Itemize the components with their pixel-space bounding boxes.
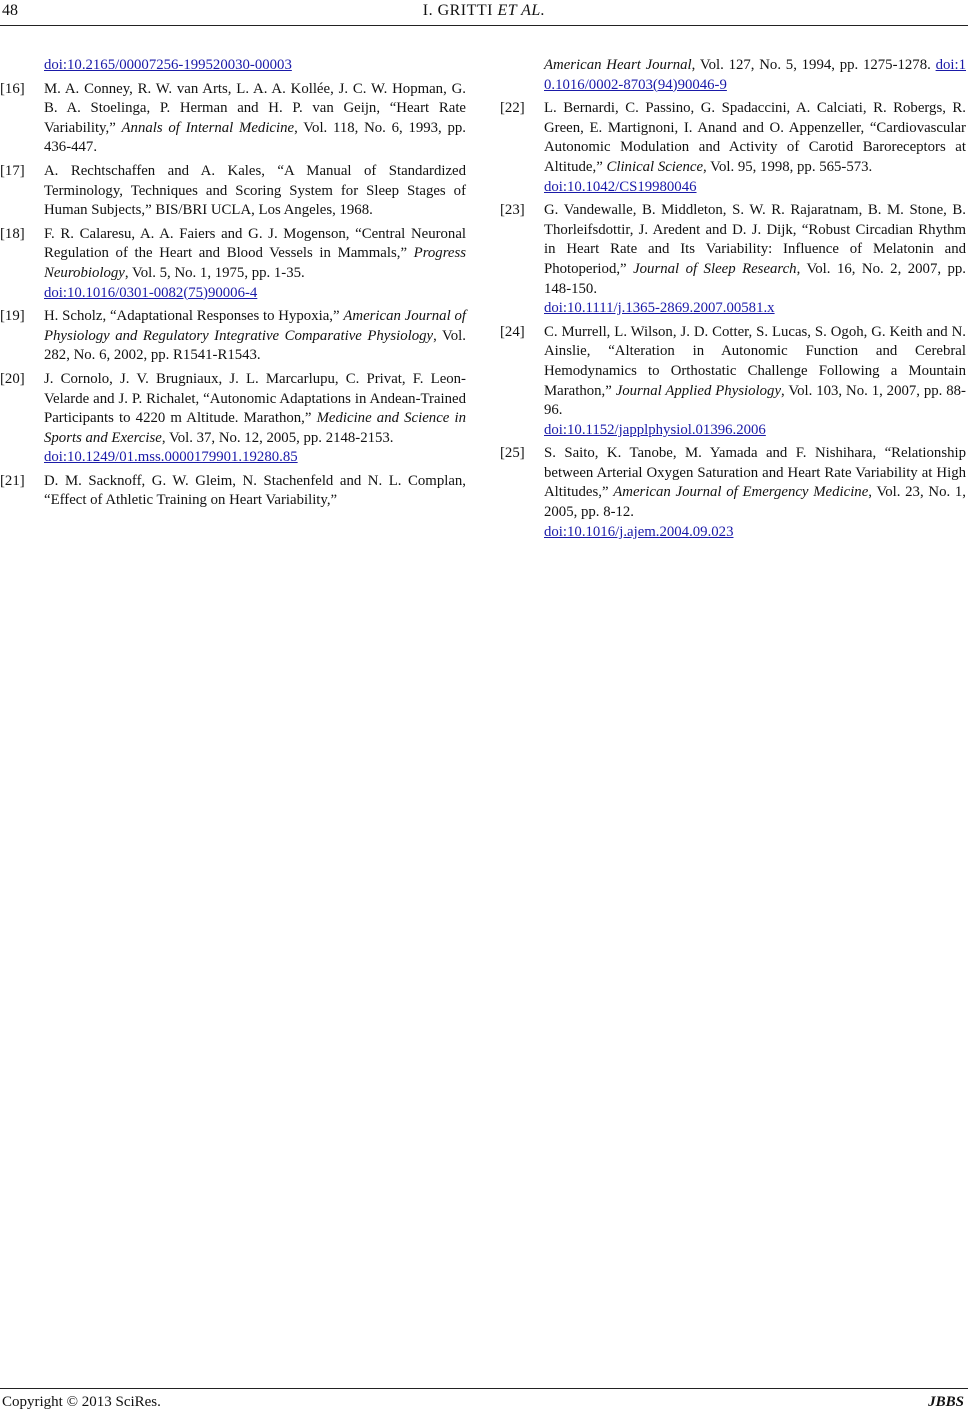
page-header xyxy=(0,0,968,26)
reference-journal: Clinical Science xyxy=(606,158,704,175)
reference-details: , Vol. 103, No. 1, 2007, pp. 88-96. xyxy=(544,382,966,419)
reference-item xyxy=(0,370,466,468)
header-rule xyxy=(0,25,968,26)
reference-number: [18] xyxy=(0,225,25,242)
reference-text: H. Scholz, “Adaptational Responses to Hypoxia,” xyxy=(44,308,344,325)
reference-number: [19] xyxy=(0,308,25,325)
reference-details: , Vol. 127, No. 5, 1994, pp. 1275-1278. xyxy=(691,57,936,73)
reference-details: , Vol. 37, No. 12, 2005, pp. 2148-2153. xyxy=(161,429,394,446)
reference-list-left xyxy=(0,80,466,511)
reference-item xyxy=(500,444,966,542)
reference-number: [23] xyxy=(500,202,525,219)
reference-journal: Annals of Internal Medicine xyxy=(121,119,295,136)
doi-link[interactable]: doi:10.1016/0002-8703(94)90046-9 xyxy=(544,57,966,93)
reference-item xyxy=(0,80,466,158)
reference-list-right xyxy=(500,99,966,542)
reference-details: , Vol. 118, No. 6, 1993, pp. 436-447. xyxy=(44,119,466,156)
reference-details: , Vol. 95, 1998, pp. 565-573. xyxy=(703,158,873,175)
reference-journal: Progress Neurobiology xyxy=(44,245,466,281)
reference-journal: Journal of Sleep Research xyxy=(633,260,797,277)
reference-journal: American Journal of Physiology and Regulatory Integrative Comparative Physiology xyxy=(44,308,466,344)
reference-journal: Journal Applied Physiology xyxy=(615,382,782,399)
reference-number: [22] xyxy=(500,100,525,117)
doi-link[interactable]: doi:10.1152/japplphysiol.01396.2006 xyxy=(544,421,766,438)
reference-text: A. Rechtschaffen and A. Kales, “A Manual of Standardized Terminology, Techniques and Scoring System for Sleep Stages of Human Subjects,” BIS/BRI UCLA, Los Angeles, 1968. xyxy=(44,162,466,219)
reference-number: [20] xyxy=(0,370,25,387)
reference-details: , Vol. 282, No. 6, 2002, pp. R1541-R1543. xyxy=(44,327,466,364)
reference-continuation xyxy=(500,56,966,95)
reference-journal: Medicine and Science in Sports and Exercise xyxy=(44,410,466,446)
doi-link[interactable]: doi:10.1111/j.1365-2869.2007.00581.x xyxy=(544,300,775,317)
reference-item xyxy=(0,472,466,511)
doi-link[interactable]: doi:10.1249/01.mss.0000179901.19280.85 xyxy=(44,449,298,466)
reference-item xyxy=(500,99,966,197)
reference-text: C. Murrell, L. Wilson, J. D. Cotter, S. Lucas, S. Ogoh, G. Keith and N. Ainslie, “Alteration in Autonomic Function and Cerebral Hemodynamics to Orthostatic Challenge Following a Mountain Marathon,” xyxy=(544,323,966,399)
doi-link[interactable]: doi:10.1016/0301-0082(75)90006-4 xyxy=(44,284,258,301)
reference-continuation xyxy=(0,56,466,76)
reference-text: M. A. Conney, R. W. van Arts, L. A. A. Kollée, J. C. W. Hopman, G. B. A. Stoelinga, P. Herman and H. P. van Geijn, “Heart Rate Variability,” xyxy=(44,80,466,136)
reference-number: [17] xyxy=(0,162,25,179)
running-head-et-al: ET AL. xyxy=(497,2,546,19)
reference-details: , Vol. 5, No. 1, 1975, pp. 1-35. xyxy=(124,264,305,281)
running-head-authors: I. GRITTI xyxy=(422,2,493,19)
copyright-notice: Copyright © 2013 SciRes. xyxy=(2,1394,161,1410)
reference-journal: American Journal of Emergency Medicine xyxy=(613,484,869,501)
reference-item xyxy=(0,162,466,221)
left-column xyxy=(0,56,466,515)
reference-text: L. Bernardi, C. Passino, G. Spadaccini, A. Calciati, R. Robergs, R. Green, E. Martignoni, I. Anand and O. Appenzeller, “Cardiovascular Autonomic Modulation and Activity of Carotid Baroreceptors at Altitude,” xyxy=(544,100,966,175)
page-number: 48 xyxy=(2,2,18,19)
reference-item xyxy=(0,225,466,303)
reference-item xyxy=(500,323,966,441)
reference-number: [21] xyxy=(0,472,25,489)
reference-text: F. R. Calaresu, A. A. Faiers and G. J. Mogenson, “Central Neuronal Regulation of the Heart and Blood Vessels in Mammals,” xyxy=(44,225,466,262)
reference-number: [16] xyxy=(0,80,25,97)
reference-text: D. M. Sacknoff, G. W. Gleim, N. Stachenfeld and N. L. Complan, “Effect of Athletic Training on Heart Variability,” xyxy=(44,472,466,509)
reference-text: J. Cornolo, J. V. Brugniaux, J. L. Marcarlupu, C. Privat, F. Leon-Velarde and J. P. Richalet, “Autonomic Adaptations in Andean-Trained Participants to 4220 m Altitude. Marathon,” xyxy=(44,370,466,427)
reference-text: S. Saito, K. Tanobe, M. Yamada and F. Nishihara, “Relationship between Arterial Oxygen Saturation and Heart Rate Variability at High Altitudes,” xyxy=(544,445,966,501)
journal-name: JBBS xyxy=(928,1394,964,1410)
reference-item xyxy=(0,307,466,366)
reference-journal: American Heart Journal xyxy=(544,57,692,73)
reference-text: G. Vandewalle, B. Middleton, S. W. R. Rajaratnam, B. M. Stone, B. Thorleifsdottir, J. Aredent and D. J. Dijk, “Robust Circadian Rhythm in Heart Rate and Its Variability: Influence of Melatonin and Photoperiod,” xyxy=(544,202,966,277)
reference-item xyxy=(500,201,966,319)
running-head xyxy=(0,2,968,20)
footer-rule xyxy=(0,1388,968,1389)
doi-link[interactable]: doi:10.1042/CS19980046 xyxy=(544,178,697,195)
reference-details: , Vol. 23, No. 1, 2005, pp. 8-12. xyxy=(544,484,966,521)
doi-link[interactable]: doi:10.1016/j.ajem.2004.09.023 xyxy=(544,523,734,540)
reference-number: [25] xyxy=(500,445,525,462)
reference-number: [24] xyxy=(500,323,525,340)
doi-link[interactable]: doi:10.2165/00007256-199520030-00003 xyxy=(44,57,292,73)
reference-details: , Vol. 16, No. 2, 2007, pp. 148-150. xyxy=(544,260,967,297)
right-column xyxy=(500,56,966,546)
